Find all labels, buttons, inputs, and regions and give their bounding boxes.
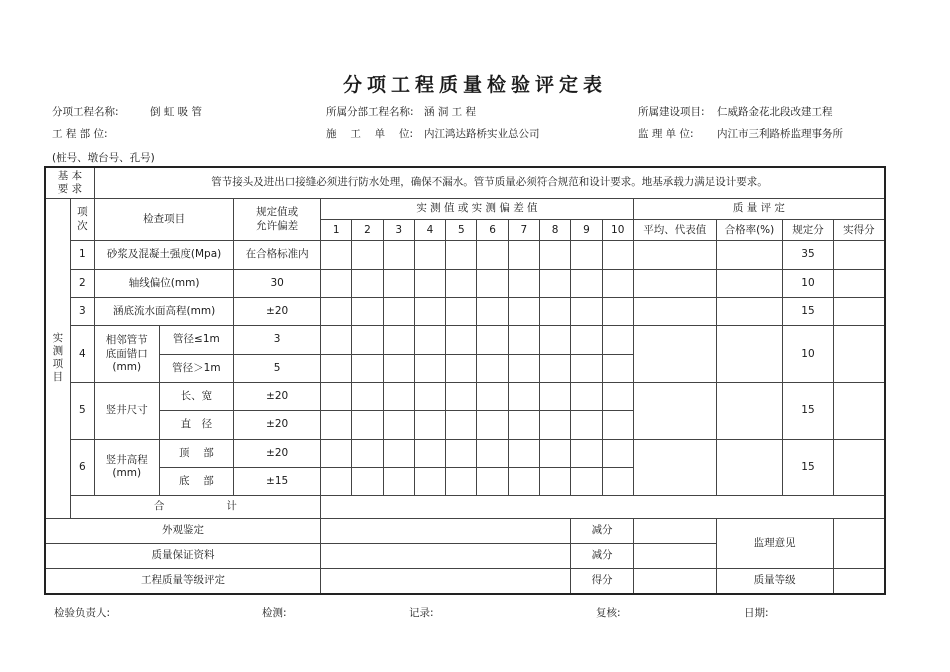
measure-cell[interactable] xyxy=(602,411,633,439)
grade-evaluation-value-cell[interactable] xyxy=(321,569,571,594)
actual-score-cell[interactable] xyxy=(833,326,885,383)
measure-cell[interactable] xyxy=(508,326,539,354)
item-no-header: 项 次 xyxy=(70,198,94,240)
specified-score: 35 xyxy=(783,241,833,269)
appearance-label: 外观鉴定 xyxy=(45,518,321,543)
total-value-cell[interactable] xyxy=(321,496,885,518)
contractor-value: 内江鸿达路桥实业总公司 xyxy=(424,128,540,140)
review-label: 复核: xyxy=(596,607,621,619)
measure-cell[interactable] xyxy=(602,354,633,382)
check-item: 竖井尺寸 xyxy=(94,382,159,439)
average-cell[interactable] xyxy=(633,439,716,496)
deduct-value-cell[interactable] xyxy=(633,543,716,568)
side-label: 实 测 项 目 xyxy=(45,198,70,518)
supervision-opinion-label: 监理意见 xyxy=(716,518,833,569)
measure-cell[interactable] xyxy=(508,354,539,382)
measure-cell[interactable] xyxy=(540,382,571,410)
supervisor-label: 监 理 单 位: xyxy=(638,128,694,140)
measure-cell[interactable] xyxy=(571,354,602,382)
measure-cell[interactable] xyxy=(383,269,414,297)
measure-cell[interactable] xyxy=(602,439,633,467)
spec-value: ±20 xyxy=(234,439,321,467)
specified-score-header: 规定分 xyxy=(783,220,833,241)
specified-score: 10 xyxy=(783,269,833,297)
measure-cell[interactable] xyxy=(508,297,539,325)
measure-cell[interactable] xyxy=(508,411,539,439)
sub-item: 长、宽 xyxy=(159,382,234,410)
measure-cell[interactable] xyxy=(383,297,414,325)
measure-cell[interactable] xyxy=(477,297,508,325)
measure-cell[interactable] xyxy=(446,326,477,354)
measure-cell[interactable] xyxy=(321,326,352,354)
division-name-value: 涵 洞 工 程 xyxy=(424,106,477,118)
grade-evaluation-label: 工程质量等级评定 xyxy=(45,569,321,594)
item-no: 1 xyxy=(70,241,94,269)
quality-docs-value-cell[interactable] xyxy=(321,543,571,568)
score-value-cell[interactable] xyxy=(633,569,716,594)
measure-cell[interactable] xyxy=(477,354,508,382)
table-row xyxy=(45,382,885,410)
measure-cell[interactable] xyxy=(321,439,352,467)
measure-col-6: 6 xyxy=(477,220,508,241)
actual-score-cell[interactable] xyxy=(833,297,885,325)
measure-cell[interactable] xyxy=(477,411,508,439)
measure-cell[interactable] xyxy=(540,326,571,354)
measure-cell[interactable] xyxy=(602,297,633,325)
measure-col-9: 9 xyxy=(571,220,602,241)
actual-score-cell[interactable] xyxy=(833,439,885,496)
measure-cell[interactable] xyxy=(321,241,352,269)
measure-cell[interactable] xyxy=(508,241,539,269)
measure-cell[interactable] xyxy=(508,382,539,410)
table-row xyxy=(45,297,885,325)
page-title: 分项工程质量检验评定表 xyxy=(342,74,607,96)
appearance-row xyxy=(45,518,885,543)
pass-rate-cell[interactable] xyxy=(716,382,783,439)
measure-cell[interactable] xyxy=(571,297,602,325)
specified-score: 10 xyxy=(783,326,833,383)
measure-cell[interactable] xyxy=(414,326,445,354)
measure-cell[interactable] xyxy=(383,326,414,354)
total-label: 合 计 xyxy=(70,496,320,518)
inspector-label: 检验负责人: xyxy=(54,607,111,619)
measure-cell[interactable] xyxy=(321,297,352,325)
measure-cell[interactable] xyxy=(383,382,414,410)
measure-col-4: 4 xyxy=(414,220,445,241)
supervision-opinion-cell[interactable] xyxy=(833,518,885,569)
basic-requirements-text: 管节接头及进出口接缝必须进行防水处理，确保不漏水。管节质量必须符合规范和设计要求。地基承载力满足设计要求。 xyxy=(94,167,885,198)
check-item: 相邻管节 底面错口 (mm) xyxy=(94,326,159,383)
specified-score: 15 xyxy=(783,382,833,439)
measure-cell[interactable] xyxy=(321,467,352,495)
measure-cell[interactable] xyxy=(321,382,352,410)
measure-cell[interactable] xyxy=(383,411,414,439)
recording-label: 记录: xyxy=(409,607,434,619)
average-cell[interactable] xyxy=(633,269,716,297)
measure-cell[interactable] xyxy=(414,297,445,325)
measure-cell[interactable] xyxy=(321,269,352,297)
measure-cell[interactable] xyxy=(383,354,414,382)
measure-cell[interactable] xyxy=(383,439,414,467)
division-name-label: 所属分部工程名称: xyxy=(326,106,414,118)
actual-score-header: 实得分 xyxy=(833,220,885,241)
measure-cell[interactable] xyxy=(321,354,352,382)
measure-cell[interactable] xyxy=(414,382,445,410)
measure-cell[interactable] xyxy=(383,467,414,495)
measure-cell[interactable] xyxy=(321,411,352,439)
measure-cell[interactable] xyxy=(602,241,633,269)
measure-col-8: 8 xyxy=(540,220,571,241)
date-label: 日期: xyxy=(744,607,769,619)
item-no: 2 xyxy=(70,269,94,297)
subproject-name-label: 分项工程名称: xyxy=(52,106,119,118)
measure-cell[interactable] xyxy=(540,269,571,297)
appearance-value-cell[interactable] xyxy=(321,518,571,543)
measure-cell[interactable] xyxy=(602,326,633,354)
measure-cell[interactable] xyxy=(540,297,571,325)
measure-col-10: 10 xyxy=(602,220,633,241)
measure-cell[interactable] xyxy=(414,269,445,297)
measure-cell[interactable] xyxy=(540,411,571,439)
score-label: 得分 xyxy=(571,569,634,594)
measure-cell[interactable] xyxy=(540,467,571,495)
measure-cell[interactable] xyxy=(477,382,508,410)
measure-cell[interactable] xyxy=(446,411,477,439)
supervisor-value: 内江市三利路桥监理事务所 xyxy=(717,128,843,140)
actual-score-cell[interactable] xyxy=(833,382,885,439)
measure-cell[interactable] xyxy=(508,467,539,495)
spec-value: ±15 xyxy=(234,467,321,495)
measure-cell[interactable] xyxy=(352,467,383,495)
measure-cell[interactable] xyxy=(571,382,602,410)
measure-cell[interactable] xyxy=(414,467,445,495)
measure-cell[interactable] xyxy=(352,269,383,297)
check-item: 轴线偏位(mm) xyxy=(94,269,233,297)
pass-rate-cell[interactable] xyxy=(716,241,783,269)
total-row xyxy=(45,496,885,518)
measure-cell[interactable] xyxy=(446,467,477,495)
measured-values-header: 实 测 值 或 实 测 偏 差 值 xyxy=(321,198,634,219)
measure-cell[interactable] xyxy=(352,354,383,382)
measure-cell[interactable] xyxy=(540,439,571,467)
basic-requirements-label: 基 本 要 求 xyxy=(45,167,94,198)
measure-cell[interactable] xyxy=(508,269,539,297)
sub-item: 底 部 xyxy=(159,467,234,495)
quality-docs-label: 质量保证资料 xyxy=(45,543,321,568)
table-row xyxy=(45,439,885,467)
grade-evaluation-row xyxy=(45,569,885,594)
measure-cell[interactable] xyxy=(508,439,539,467)
quality-grade-cell[interactable] xyxy=(833,569,885,594)
measure-cell[interactable] xyxy=(571,411,602,439)
measure-col-2: 2 xyxy=(352,220,383,241)
measure-cell[interactable] xyxy=(477,269,508,297)
measure-cell[interactable] xyxy=(352,241,383,269)
measure-cell[interactable] xyxy=(352,326,383,354)
measure-cell[interactable] xyxy=(540,354,571,382)
contractor-label: 施 工 单 位: xyxy=(326,128,414,140)
measure-cell[interactable] xyxy=(571,467,602,495)
table-row xyxy=(45,241,885,269)
spec-value: ±20 xyxy=(234,382,321,410)
measure-cell[interactable] xyxy=(446,354,477,382)
measure-cell[interactable] xyxy=(602,269,633,297)
sub-item: 管径≤1m xyxy=(159,326,234,354)
spec-header: 规定值或 允许偏差 xyxy=(234,198,321,240)
item-no: 4 xyxy=(70,326,94,383)
measure-cell[interactable] xyxy=(571,326,602,354)
specified-score: 15 xyxy=(783,297,833,325)
measure-cell[interactable] xyxy=(414,411,445,439)
deduct-label-1: 减分 xyxy=(571,518,634,543)
measure-cell[interactable] xyxy=(571,269,602,297)
average-cell[interactable] xyxy=(633,382,716,439)
measure-cell[interactable] xyxy=(446,269,477,297)
measure-cell[interactable] xyxy=(477,326,508,354)
measure-cell[interactable] xyxy=(540,241,571,269)
spec-value: 5 xyxy=(234,354,321,382)
sub-item: 顶 部 xyxy=(159,439,234,467)
inspection-table xyxy=(44,166,886,595)
measure-cell[interactable] xyxy=(414,354,445,382)
check-item: 砂浆及混凝土强度(Mpa) xyxy=(94,241,233,269)
quality-grade-label: 质量等级 xyxy=(716,569,833,594)
item-no: 5 xyxy=(70,382,94,439)
spec-value: 30 xyxy=(234,269,321,297)
measure-cell[interactable] xyxy=(477,241,508,269)
average-cell[interactable] xyxy=(633,326,716,383)
pass-rate-cell[interactable] xyxy=(716,297,783,325)
header-row-1 xyxy=(45,198,885,219)
basic-requirements-row xyxy=(45,167,885,198)
measure-cell[interactable] xyxy=(352,382,383,410)
measure-cell[interactable] xyxy=(352,297,383,325)
specified-score: 15 xyxy=(783,439,833,496)
measure-cell[interactable] xyxy=(446,382,477,410)
actual-score-cell[interactable] xyxy=(833,269,885,297)
measure-cell[interactable] xyxy=(446,241,477,269)
average-cell[interactable] xyxy=(633,241,716,269)
deduct-value-cell[interactable] xyxy=(633,518,716,543)
construction-project-value: 仁威路金花北段改建工程 xyxy=(717,106,833,118)
pass-rate-cell[interactable] xyxy=(716,269,783,297)
measure-col-1: 1 xyxy=(321,220,352,241)
project-location-label: 工 程 部 位: xyxy=(52,128,108,140)
measure-cell[interactable] xyxy=(414,439,445,467)
measure-cell[interactable] xyxy=(602,382,633,410)
measure-cell[interactable] xyxy=(571,439,602,467)
measure-cell[interactable] xyxy=(571,241,602,269)
item-no: 6 xyxy=(70,439,94,496)
measure-cell[interactable] xyxy=(446,439,477,467)
measure-col-3: 3 xyxy=(383,220,414,241)
pass-rate-header: 合格率(%) xyxy=(716,220,783,241)
measure-cell[interactable] xyxy=(383,241,414,269)
spec-value: ±20 xyxy=(234,297,321,325)
table-row xyxy=(45,326,885,354)
check-item: 竖井高程 (mm) xyxy=(94,439,159,496)
check-item-header: 检查项目 xyxy=(94,198,233,240)
average-cell[interactable] xyxy=(633,297,716,325)
pass-rate-cell[interactable] xyxy=(716,439,783,496)
measure-cell[interactable] xyxy=(477,467,508,495)
stake-note: (桩号、墩台号、孔号) xyxy=(52,152,155,164)
measure-cell[interactable] xyxy=(477,439,508,467)
deduct-label-2: 减分 xyxy=(571,543,634,568)
sub-item: 管径＞1m xyxy=(159,354,234,382)
spec-value: 3 xyxy=(234,326,321,354)
measure-cell[interactable] xyxy=(414,241,445,269)
construction-project-label: 所属建设项目: xyxy=(638,106,705,118)
testing-label: 检测: xyxy=(262,607,287,619)
spec-value: 在合格标准内 xyxy=(234,241,321,269)
measure-col-5: 5 xyxy=(446,220,477,241)
check-item: 涵底流水面高程(mm) xyxy=(94,297,233,325)
quality-evaluation-header: 质 量 评 定 xyxy=(633,198,885,219)
measure-cell[interactable] xyxy=(352,411,383,439)
measure-cell[interactable] xyxy=(446,297,477,325)
table-row xyxy=(45,269,885,297)
sub-item: 直 径 xyxy=(159,411,234,439)
actual-score-cell[interactable] xyxy=(833,241,885,269)
measure-cell[interactable] xyxy=(352,439,383,467)
measure-cell[interactable] xyxy=(602,467,633,495)
spec-value: ±20 xyxy=(234,411,321,439)
item-no: 3 xyxy=(70,297,94,325)
pass-rate-cell[interactable] xyxy=(716,326,783,383)
measure-col-7: 7 xyxy=(508,220,539,241)
average-header: 平均、代表值 xyxy=(633,220,716,241)
subproject-name-value: 倒 虹 吸 管 xyxy=(150,106,203,118)
